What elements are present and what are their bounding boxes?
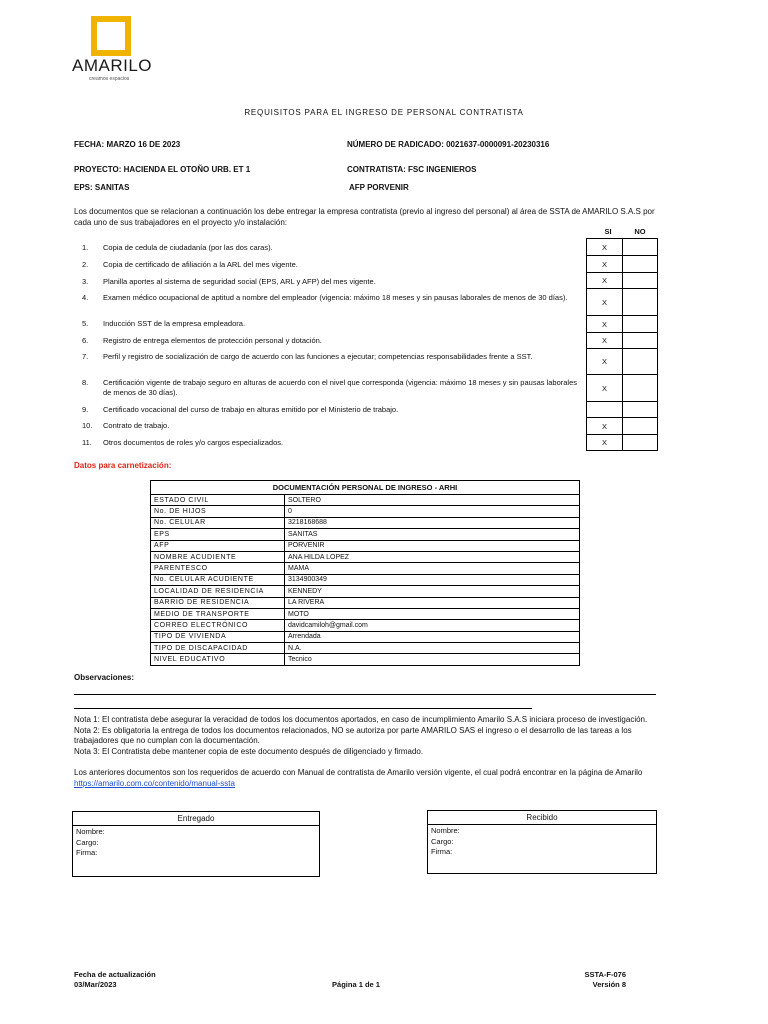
manual-link[interactable]: https://amarilo.com.co/contenido/manual-ssta	[74, 778, 235, 788]
table-row	[151, 551, 580, 562]
info-label: No. DE HIJOS	[151, 506, 285, 517]
field-proyecto: PROYECTO: HACIENDA EL OTOÑO URB. ET 1	[74, 165, 251, 174]
table-row	[151, 563, 580, 574]
recibido-firma: Firma:	[431, 847, 453, 856]
item-text: Registro de entrega elementos de protección personal y dotación.	[103, 336, 322, 345]
info-value: KENNEDY	[285, 586, 580, 597]
recibido-title: Recibido	[428, 811, 656, 825]
checkbox-si: X	[587, 349, 623, 374]
info-label: NOMBRE ACUDIENTE	[151, 551, 285, 562]
info-label: BARRIO DE RESIDENCIA	[151, 597, 285, 608]
observaciones-line	[74, 708, 532, 709]
checkbox-row	[586, 374, 658, 401]
item-text: Otros documentos de roles y/o cargos especializados.	[103, 438, 284, 447]
checkbox-row	[586, 434, 658, 450]
manual-text: Los anteriores documentos son los requeridos de acuerdo con Manual de contratista de Amarilo versión vigente, el cual podrá encontrar en la página de Amarilo	[74, 768, 643, 777]
item-text: Certificado vocacional del curso de trabajo en alturas emitido por el Ministerio de trabajo.	[103, 405, 399, 414]
table-row	[151, 654, 580, 665]
footer-update-label: Fecha de actualización	[74, 970, 156, 979]
table-row	[151, 506, 580, 517]
table-row	[151, 631, 580, 642]
item-number: 9.	[82, 405, 89, 414]
recibido-cargo: Cargo:	[431, 836, 454, 846]
item-number: 5.	[82, 319, 89, 328]
table-row	[151, 529, 580, 540]
item-number: 11.	[82, 438, 92, 447]
checkbox-si: X	[587, 333, 623, 348]
info-label: ESTADO CIVIL	[151, 495, 285, 506]
logo-mark	[91, 16, 131, 56]
table-row	[151, 643, 580, 654]
table-row	[151, 574, 580, 585]
info-value: 3218168688	[285, 517, 580, 528]
item-text: Copia de cedula de ciudadanía (por las dos caras).	[103, 243, 273, 252]
recibido-nombre: Nombre:	[431, 826, 460, 835]
info-value: Tecnico	[285, 654, 580, 665]
table-row	[151, 608, 580, 619]
info-value: davidcamiloh@gmail.com	[285, 620, 580, 631]
personal-info-table	[150, 480, 580, 666]
footer-update-date: 03/Mar/2023	[74, 980, 117, 989]
info-value: PORVENIR	[285, 540, 580, 551]
item-text: Inducción SST de la empresa empleadora.	[103, 319, 246, 328]
info-table-title: DOCUMENTACIÓN PERSONAL DE INGRESO - ARHI	[151, 481, 580, 495]
table-row	[151, 586, 580, 597]
item-number: 8.	[82, 378, 89, 387]
info-label: LOCALIDAD DE RESIDENCIA	[151, 586, 285, 597]
checkbox-si: X	[587, 273, 623, 288]
document-title: REQUISITOS PARA EL INGRESO DE PERSONAL CONTRATISTA	[244, 108, 524, 117]
item-text: Contrato de trabajo.	[103, 421, 170, 430]
checkbox-row	[586, 255, 658, 272]
nota-1: Nota 1: El contratista debe asegurar la veracidad de todos los documentos aportados, en caso de incumplimiento Amarilo S.A.S iniciara proceso de investigación.	[74, 715, 648, 724]
checkbox-si: X	[587, 375, 623, 401]
item-text: Planilla aportes al sistema de seguridad social (EPS, ARL y AFP) del mes vigente.	[103, 277, 376, 286]
observaciones-label: Observaciones:	[74, 673, 135, 682]
checkbox-row	[586, 288, 658, 315]
recibido-box	[427, 810, 657, 874]
checklist-bottom-border	[586, 450, 658, 451]
info-label: NIVEL EDUCATIVO	[151, 654, 285, 665]
checkbox-si: X	[587, 418, 623, 434]
nota-2: Nota 2: Es obligatoria la entrega de todos los documentos relacionados, NO se autoriza por parte AMARILO SAS el ingreso o el desarrollo de las tareas a los trabajadores que no cumplan con la documentación.	[74, 725, 632, 745]
field-radicado: NÚMERO DE RADICADO: 0021637-0000091-20230316	[347, 140, 550, 149]
info-label: No. CELULAR	[151, 517, 285, 528]
footer-version: Versión 8	[592, 980, 626, 989]
checkbox-row	[586, 238, 658, 255]
item-number: 10.	[82, 421, 93, 430]
item-text: Perfil y registro de socialización de cargo de acuerdo con las funciones a ejecutar; competencias responsabilidades frente a SST.	[103, 352, 533, 361]
item-number: 4.	[82, 293, 89, 302]
checkbox-row	[586, 417, 658, 434]
item-number: 2.	[82, 260, 89, 269]
table-row	[151, 495, 580, 506]
entregado-cargo: Cargo:	[76, 837, 99, 847]
item-number: 3.	[82, 277, 89, 286]
checkbox-si: X	[587, 316, 623, 332]
item-number: 7.	[82, 352, 89, 361]
entregado-firma: Firma:	[76, 848, 98, 857]
checkbox-si: X	[587, 239, 623, 255]
intro-paragraph: Los documentos que se relacionan a continuación los debe entregar la empresa contratista (previo al ingreso del personal) al área de SSTA de AMARILO S.A.S por cada uno de sus trabajadores en el proyecto y/o instalación:	[74, 207, 655, 227]
info-value: MOTO	[285, 608, 580, 619]
info-value: Arrendada	[285, 631, 580, 642]
footer-form-code: SSTA-F-076	[584, 970, 626, 979]
checkbox-si	[587, 402, 623, 417]
checkbox-si: X	[587, 256, 623, 272]
checkbox-row	[586, 348, 658, 374]
field-fecha: FECHA: MARZO 16 DE 2023	[74, 140, 181, 149]
table-row	[151, 597, 580, 608]
table-row	[151, 540, 580, 551]
table-row	[151, 517, 580, 528]
checkbox-row	[586, 401, 658, 417]
checkbox-row	[586, 332, 658, 348]
checkbox-row	[586, 272, 658, 288]
info-label: TIPO DE VIVIENDA	[151, 631, 285, 642]
checkbox-si: X	[587, 289, 623, 315]
logo-wordmark: AMARILO	[72, 56, 153, 75]
item-number: 1.	[82, 243, 89, 252]
checkbox-row	[586, 315, 658, 332]
info-value: SOLTERO	[285, 495, 580, 506]
info-label: CORREO ELECTRÓNICO	[151, 620, 285, 631]
info-value: N.A.	[285, 643, 580, 654]
info-label: TIPO DE DISCAPACIDAD	[151, 643, 285, 654]
entregado-title: Entregado	[73, 812, 319, 826]
info-value: SANITAS	[285, 529, 580, 540]
footer-page-number: Página 1 de 1	[332, 980, 380, 989]
info-label: AFP	[151, 540, 285, 551]
info-value: MAMA	[285, 563, 580, 574]
info-label: MEDIO DE TRANSPORTE	[151, 608, 285, 619]
item-text: Copia de certificado de afiliación a la ARL del mes vigente.	[103, 260, 298, 269]
manual-paragraph	[74, 768, 664, 789]
logo-tagline: creamos espacios	[89, 76, 130, 82]
observaciones-line	[74, 694, 656, 695]
checklist-header-no: NO	[634, 227, 646, 236]
info-value: 0	[285, 506, 580, 517]
checkbox-si: X	[587, 435, 623, 450]
field-afp: AFP PORVENIR	[349, 183, 409, 192]
info-label: No. CELULAR ACUDIENTE	[151, 574, 285, 585]
nota-3: Nota 3: El Contratista debe mantener copia de este documento después de diligenciado y firmado.	[74, 746, 424, 756]
info-value: ANA HILDA LOPEZ	[285, 551, 580, 562]
entregado-box	[72, 811, 320, 877]
item-text: Examen médico ocupacional de aptitud a nombre del empleador (vigencia: máximo 18 meses y sin pausas laborales de menos de 30 días).	[103, 293, 568, 302]
item-text: Certificación vigente de trabajo seguro en alturas de acuerdo con el nivel que corresponda (vigencia: máximo 18 meses y sin pausas laborales de menos de 30 días).	[103, 378, 578, 397]
notes-section	[74, 715, 664, 789]
info-value: 3134900349	[285, 574, 580, 585]
entregado-nombre: Nombre:	[76, 827, 105, 836]
field-contratista: CONTRATISTA: FSC INGENIEROS	[347, 165, 477, 174]
field-eps: EPS: SANITAS	[74, 183, 130, 192]
info-label: EPS	[151, 529, 285, 540]
table-row	[151, 620, 580, 631]
datos-carnetizacion-label: Datos para carnetización:	[74, 461, 172, 470]
info-value: LA RIVERA	[285, 597, 580, 608]
item-number: 6.	[82, 336, 89, 345]
checklist-header-si: SI	[604, 227, 612, 236]
info-label: PARENTESCO	[151, 563, 285, 574]
